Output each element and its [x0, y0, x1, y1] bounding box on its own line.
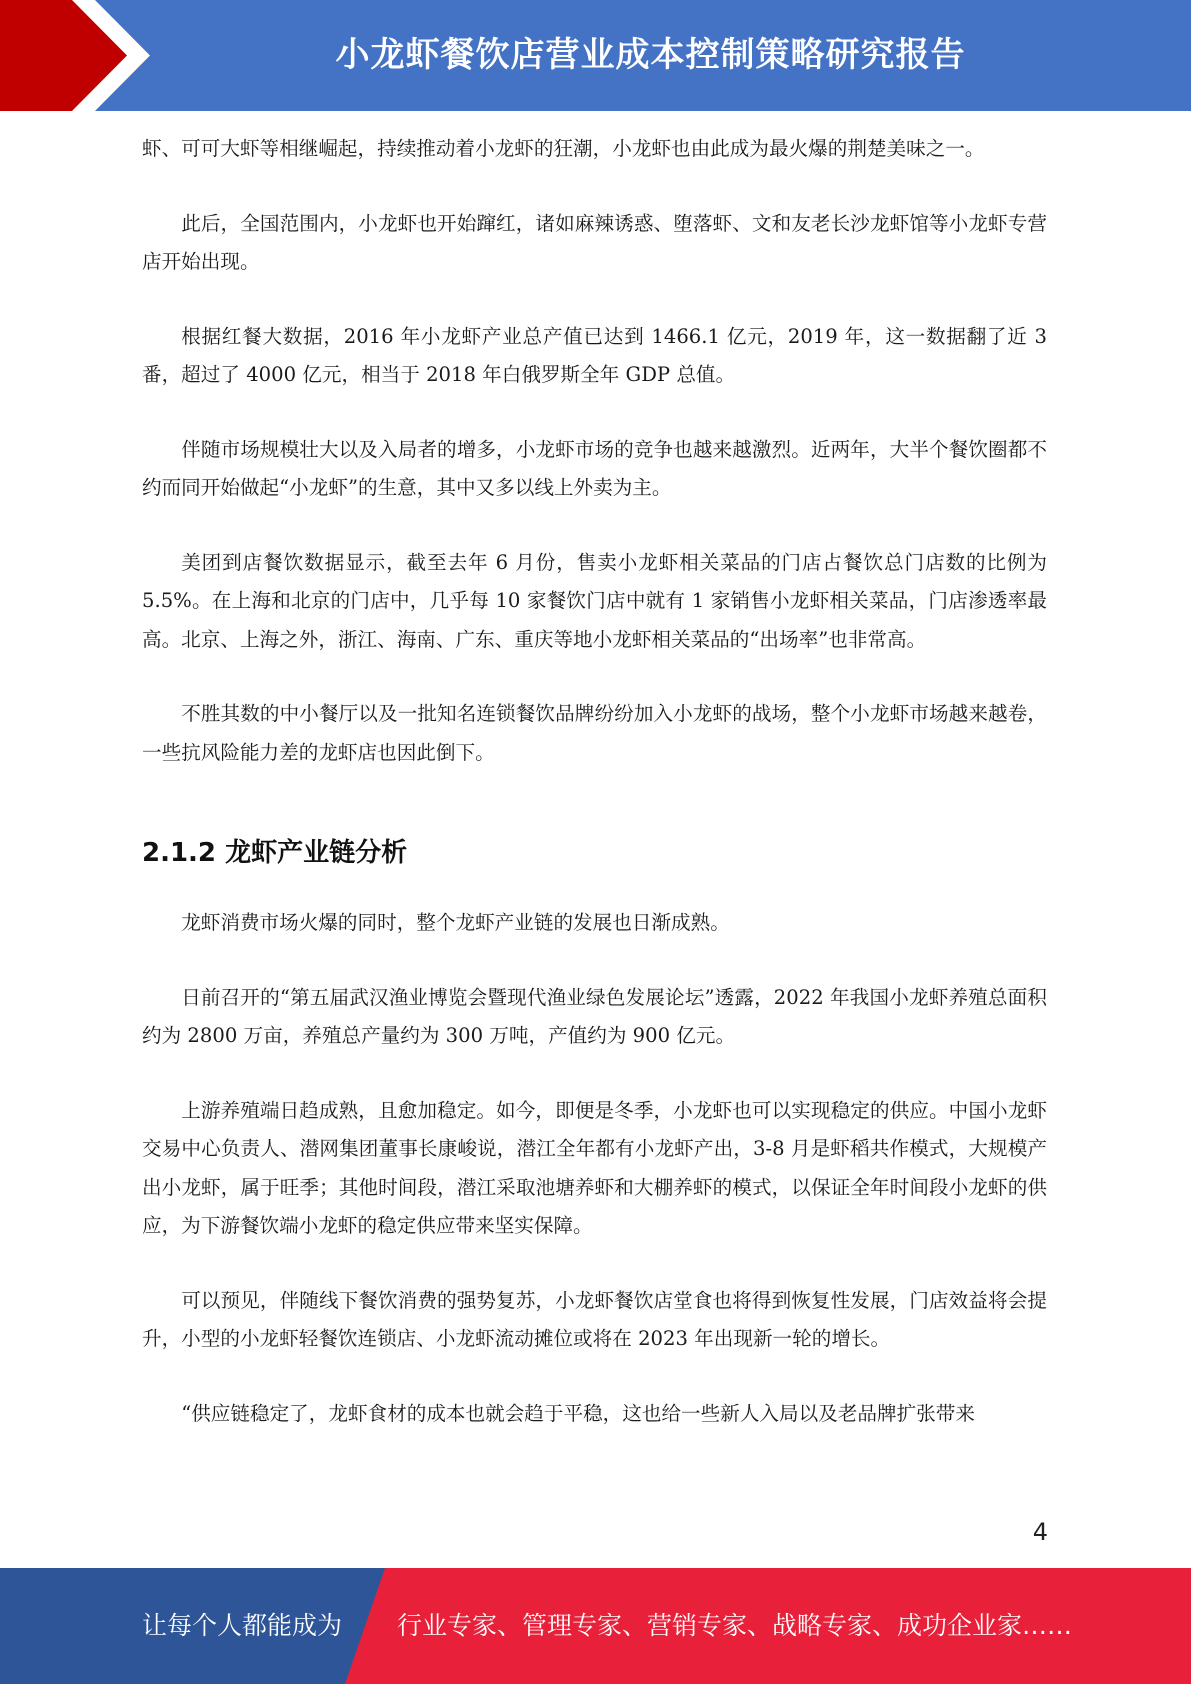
header-arrow-decoration: [0, 0, 160, 111]
footer-banner: [0, 1568, 1191, 1684]
paragraph: 虾、可可大虾等相继崛起，持续推动着小龙虾的狂潮，小龙虾也由此成为最火爆的荆楚美味之一。: [142, 137, 985, 160]
document-body: [142, 130, 1047, 1469]
section-heading: 2.1.2 龙虾产业链分析: [142, 838, 408, 868]
footer-slogan-left: 让每个人都能成为: [142, 1611, 343, 1640]
paragraph: 根据红餐大数据，2016 年小龙虾产业总产值已达到 1466.1 亿元，2019 年，这一数据翻了近 3 番，超过了 4000 亿元，相当于 2018 年白俄罗斯全年 GDP 总值。: [142, 324, 1047, 386]
paragraph: 可以预见，伴随线下餐饮消费的强势复苏，小龙虾餐饮店堂食也将得到恢复性发展，门店效益将会提升，小型的小龙虾轻餐饮连锁店、小龙虾流动摊位或将在 2023 年出现新一轮的增长。: [142, 1288, 1047, 1350]
paragraph: 上游养殖端日趋成熟，且愈加稳定。如今，即便是冬季，小龙虾也可以实现稳定的供应。中国小龙虾交易中心负责人、潜网集团董事长康峻说，潜江全年都有小龙虾产出，3-8 月是虾稻共作模式，大规模产出小龙虾，属于旺季；其他时间段，潜江采取池塘养虾和大棚养虾的模式，以保证全年时间段小龙虾的供应，为下游餐饮端小龙虾的稳定供应带来坚实保障。: [142, 1098, 1047, 1237]
paragraph: “供应链稳定了，龙虾食材的成本也就会趋于平稳，这也给一些新人入局以及老品牌扩张带来: [181, 1401, 975, 1425]
page-number: 4: [1032, 1518, 1048, 1546]
paragraph: 日前召开的“第五届武汉渔业博览会暨现代渔业绿色发展论坛”透露，2022 年我国小龙虾养殖总面积约为 2800 万亩，养殖总产量约为 300 万吨，产值约为 900 亿元。: [142, 985, 1047, 1047]
report-title: 小龙虾餐饮店营业成本控制策略研究报告: [335, 35, 966, 75]
header-bar: [0, 0, 1191, 111]
footer-slogan-right: 行业专家、管理专家、营销专家、战略专家、成功企业家……: [397, 1611, 1073, 1640]
paragraph: 不胜其数的中小餐厅以及一批知名连锁餐饮品牌纷纷加入小龙虾的战场，整个小龙虾市场越来越卷，一些抗风险能力差的龙虾店也因此倒下。: [142, 702, 1047, 764]
paragraph: 龙虾消费市场火爆的同时，整个龙虾产业链的发展也日渐成熟。: [181, 911, 730, 934]
paragraph: 伴随市场规模壮大以及入局者的增多，小龙虾市场的竞争也越来越激烈。近两年，大半个餐饮圈都不约而同开始做起“小龙虾”的生意，其中又多以线上外卖为主。: [142, 437, 1047, 499]
paragraph: 此后，全国范围内，小龙虾也开始蹿红，诸如麻辣诱惑、堕落虾、文和友老长沙龙虾馆等小龙虾专营店开始出现。: [142, 211, 1047, 273]
paragraph: 美团到店餐饮数据显示，截至去年 6 月份，售卖小龙虾相关菜品的门店占餐饮总门店数的比例为 5.5%。在上海和北京的门店中，几乎每 10 家餐饮门店中就有 1 家销售小龙虾相关菜品，门店渗透率最高。北京、上海之外，浙江、海南、广东、重庆等地小龙虾相关菜品的“出场率”也非常高。: [142, 550, 1047, 651]
